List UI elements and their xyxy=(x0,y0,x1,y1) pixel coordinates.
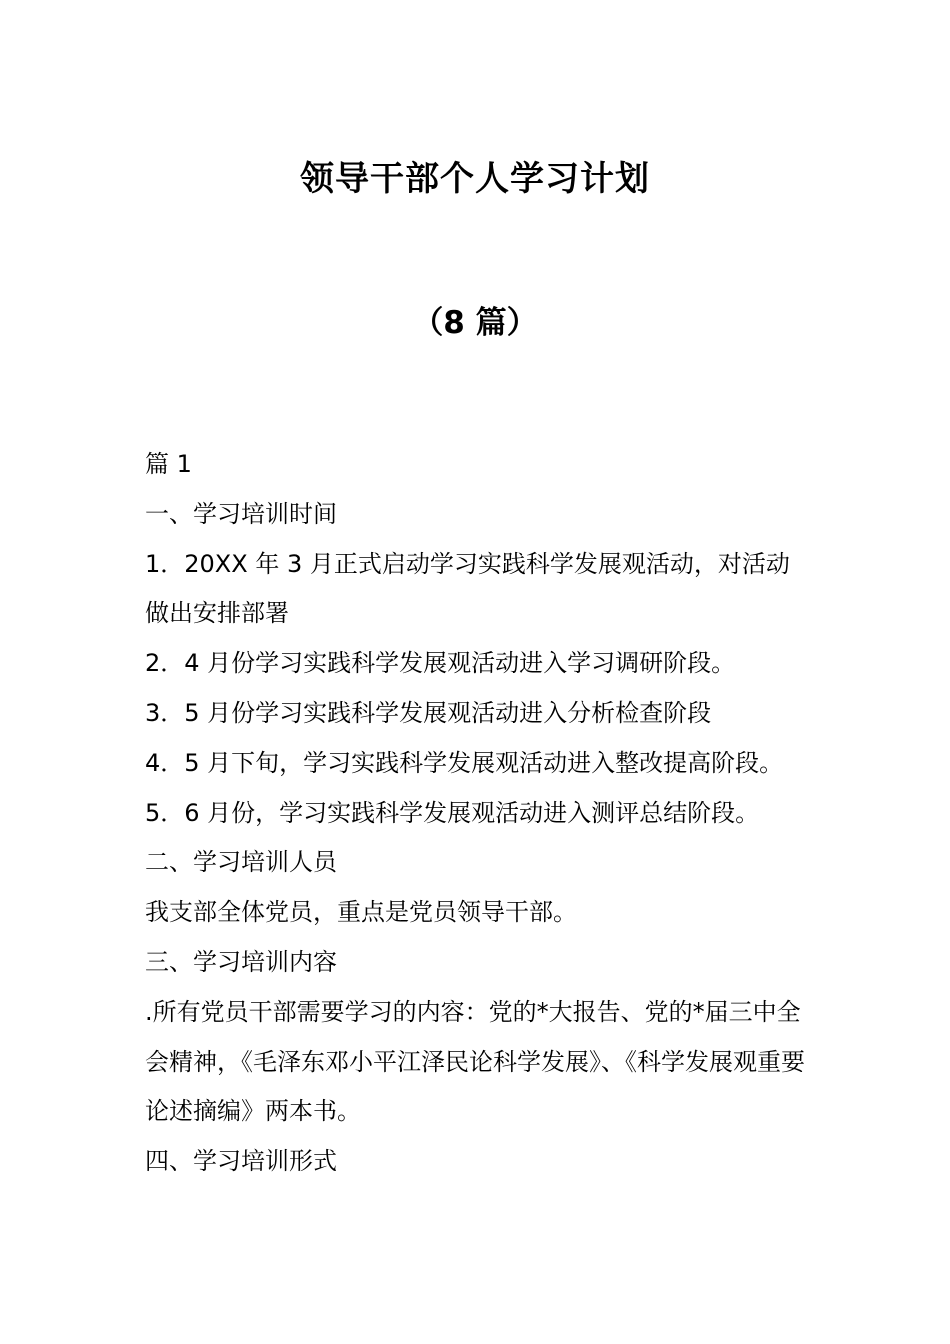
heading-study-form: 四、学习培训形式 xyxy=(145,1147,337,1176)
paragraph-item-1: 1．20XX 年 3 月正式启动学习实践科学发展观活动，对活动做出安排部署 xyxy=(145,549,790,628)
heading-study-time: 一、学习培训时间 xyxy=(145,499,337,528)
paragraph-item-5: 5．6 月份，学习实践科学发展观活动进入测评总结阶段。 xyxy=(145,798,760,827)
paragraph-personnel: 我支部全体党员，重点是党员领导干部。 xyxy=(145,898,577,927)
heading-study-personnel: 二、学习培训人员 xyxy=(145,848,337,877)
document-subtitle: （8 篇） xyxy=(412,305,538,341)
paragraph-item-4: 4．5 月下旬，学习实践科学发展观活动进入整改提高阶段。 xyxy=(145,748,784,777)
section-label: 篇 1 xyxy=(145,450,192,478)
heading-study-content: 三、学习培训内容 xyxy=(145,947,337,976)
paragraph-content: .所有党员干部需要学习的内容：党的*大报告、党的*届三中全会精神，《毛泽东邓小平江泽民论科学发展》、《科学发展观重要论述摘编》两本书。 xyxy=(145,997,805,1126)
document-body xyxy=(145,440,813,1187)
paragraph-item-2: 2．4 月份学习实践科学发展观活动进入学习调研阶段。 xyxy=(145,649,736,678)
paragraph-item-3: 3．5 月份学习实践科学发展观活动进入分析检查阶段 xyxy=(145,698,712,727)
document-title: 领导干部个人学习计划 xyxy=(300,159,650,199)
